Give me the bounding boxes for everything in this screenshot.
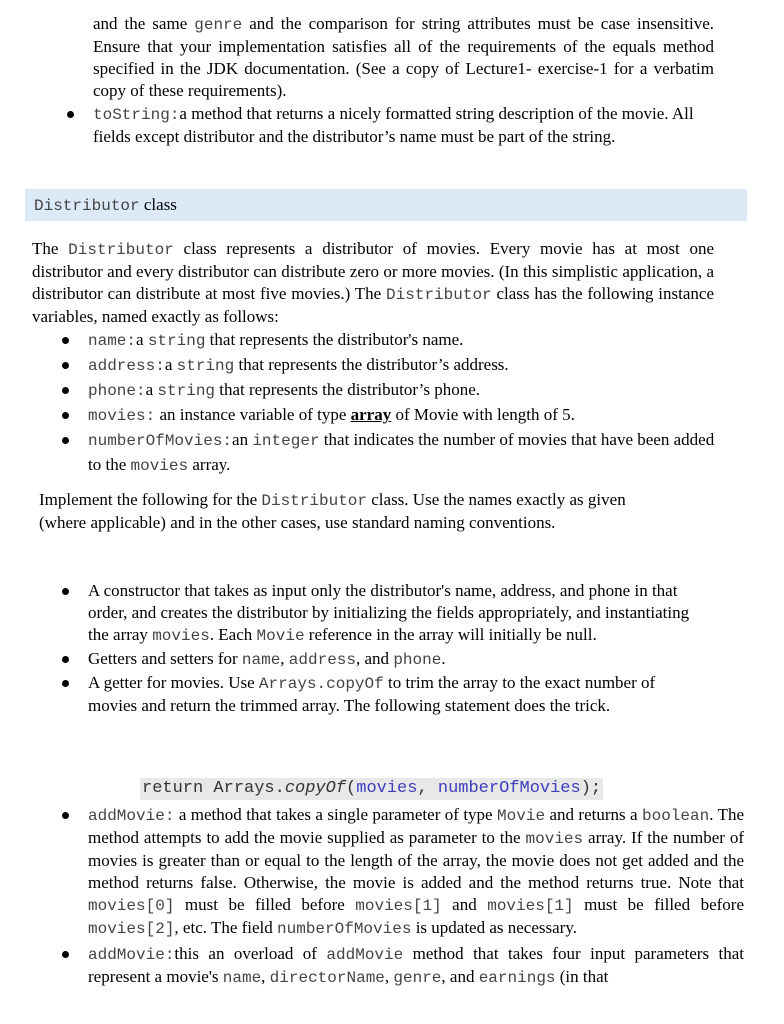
list-item: Getters and setters for name, address, and phone. — [58, 648, 698, 671]
list-item: numberOfMovies:an integer that indicates the number of movies that have been added to the movies array. — [58, 428, 718, 478]
list-item: toString:a method that returns a nicely formatted string description of the movie. All fields except distributor and the distributor’s name must be part of the string. — [63, 103, 714, 148]
list-item: addMovie: a method that takes a single parameter of type Movie and returns a boolean. The method attempts to add the movie supplied as parameter to the movies array. If the number of movies is greater than or equal to the length of the array, the movie does not get added and the method returns false. Otherwise, the movie is added and the method returns true. Note that movies[0] must be filled before movies[1] and movies[1] must be filled before movies[2], etc. The field numberOfMovies is updated as necessary. — [58, 804, 744, 940]
instance-variables-list — [58, 328, 718, 478]
distributor-intro-paragraph: The Distributor class represents a distributor of movies. Every movie has at most one distributor and every distributor can distribute zero or more movies. (In this simplistic application, a distributor can distribute at most five movies.) The Distributor class has the following instance variables, named exactly as follows: — [32, 239, 714, 326]
list-item: addMovie:this an overload of addMovie method that takes four input parameters that represent a movie's name, directorName, genre, and earnings (in that — [58, 943, 744, 989]
list-item: name:a string that represents the distributor's name. — [58, 328, 718, 353]
implement-instructions: Implement the following for the Distributor class. Use the names exactly as given (where applicable) and in the other cases, use standard naming conventions. — [39, 490, 626, 532]
methods-list — [58, 580, 698, 717]
code-snippet-return: return Arrays.copyOf(movies, numberOfMovies); — [142, 779, 602, 798]
list-item: A getter for movies. Use Arrays.copyOf to trim the array to the exact number of movies and return the trimmed array. The following statement does the trick. — [58, 672, 698, 717]
list-item: phone:a string that represents the distributor’s phone. — [58, 378, 718, 403]
tostring-bullet — [63, 103, 714, 148]
addmovie-list — [58, 804, 744, 989]
list-item: address:a string that represents the distributor’s address. — [58, 353, 718, 378]
list-item: movies: an instance variable of type array of Movie with length of 5. — [58, 403, 718, 428]
equals-paragraph-continuation: and the same genre and the comparison for string attributes must be case insensitive. Ensure that your implementation satisfies all of the requirements of the equals method specified in the JDK documentation. (See a copy of Lecture1- exercise-1 for a verbatim copy of these requirements). — [93, 14, 715, 100]
section-header-distributor: Distributor class — [25, 189, 747, 221]
list-item: A constructor that takes as input only the distributor's name, address, and phone in that order, and creates the distributor by initializing the fields appropriately, and instantiating the array movies. Each Movie reference in the array will initially be null. — [58, 580, 698, 647]
